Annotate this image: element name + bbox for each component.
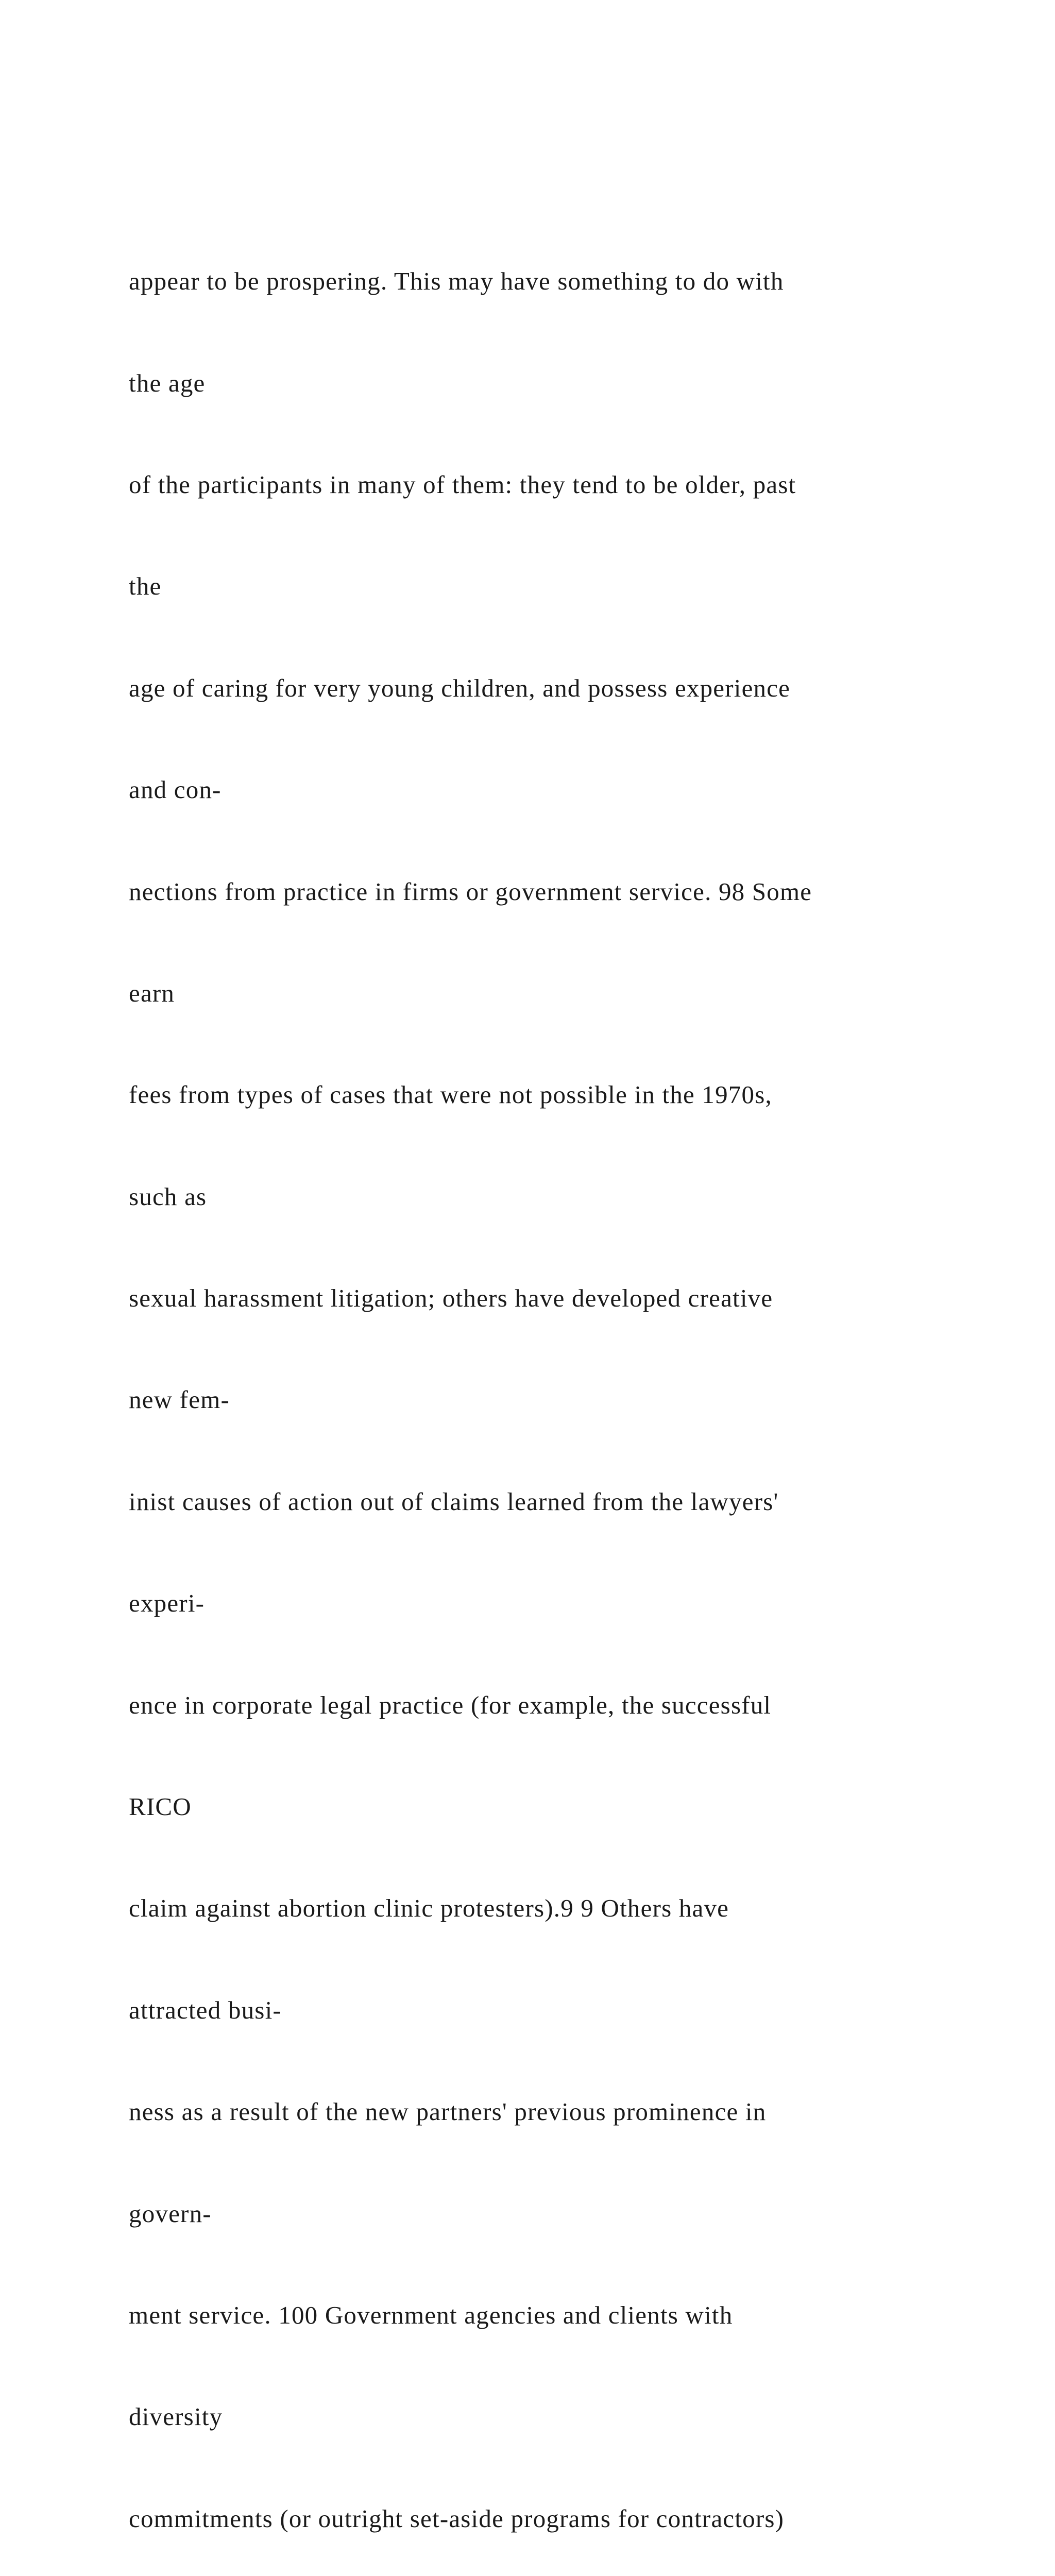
- text-line: new fem-: [129, 1385, 230, 1414]
- text-line: claim against abortion clinic protesters).9 9 Others have: [129, 1894, 729, 1923]
- text-line: ence in corporate legal practice (for example, the successful: [129, 1690, 772, 1719]
- paragraph-1: [129, 197, 979, 2576]
- text-line: experi-: [129, 1589, 205, 1618]
- document-text: [129, 129, 979, 2576]
- text-line: earn: [129, 978, 175, 1007]
- text-line: nections from practice in firms or government service. 98 Some: [129, 877, 812, 906]
- text-line: ness as a result of the new partners' previous prominence in: [129, 2097, 767, 2126]
- text-line: RICO: [129, 1792, 192, 1821]
- text-line: sexual harassment litigation; others have developed creative: [129, 1284, 773, 1313]
- text-line: such as: [129, 1182, 207, 1211]
- text-line: inist causes of action out of claims learned from the lawyers': [129, 1487, 779, 1516]
- text-line: the: [129, 572, 162, 601]
- text-line: ment service. 100 Government agencies and clients with: [129, 2301, 733, 2329]
- text-line: govern-: [129, 2199, 212, 2228]
- text-line: commitments (or outright set-aside programs for contractors): [129, 2504, 785, 2533]
- text-line: attracted busi-: [129, 1995, 282, 2024]
- text-line: appear to be prospering. This may have something to do with: [129, 267, 784, 296]
- text-line: the age: [129, 368, 206, 397]
- text-line: fees from types of cases that were not possible in the 1970s,: [129, 1080, 772, 1109]
- text-line: and con-: [129, 775, 222, 804]
- text-line: of the participants in many of them: they tend to be older, past: [129, 470, 796, 499]
- text-line: age of caring for very young children, and possess experience: [129, 673, 791, 702]
- text-line: diversity: [129, 2402, 223, 2431]
